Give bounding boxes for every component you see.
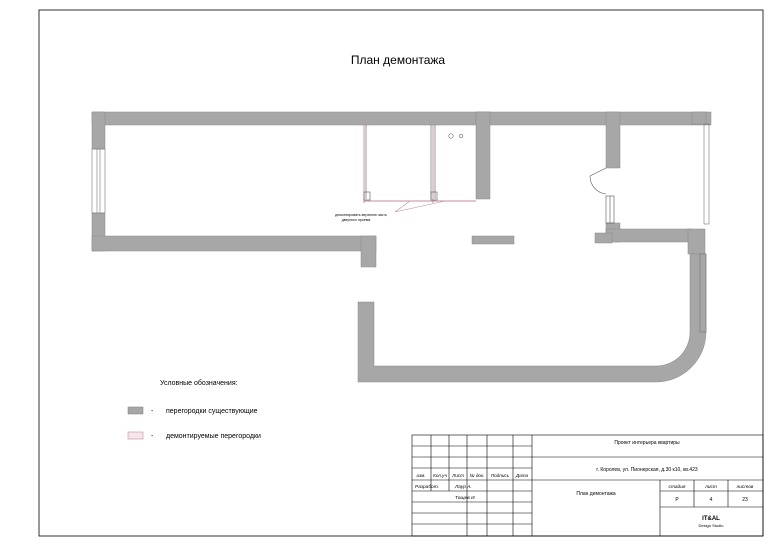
legend-label-demolish: демонтируемые перегородки bbox=[166, 433, 261, 440]
fixture-icon bbox=[449, 134, 463, 138]
stamp-header-koluch: Кол.уч bbox=[433, 473, 447, 478]
wall-entrance-stub bbox=[361, 236, 376, 267]
stamp-header-dok: № док. bbox=[469, 473, 485, 478]
stamp-sheet-number: 4 bbox=[709, 497, 713, 503]
stamp-role-developer: Разработ. bbox=[415, 485, 439, 490]
window-left bbox=[92, 149, 105, 213]
stamp-sheets-total: 23 bbox=[742, 497, 748, 503]
legend-dash-1: - bbox=[151, 408, 154, 415]
wardrobe-door-left bbox=[364, 192, 370, 200]
annotation-line-1: демонтировать верхнюю часть bbox=[335, 213, 387, 217]
existing-partitions bbox=[364, 125, 437, 200]
stamp-header-data: Дата bbox=[515, 473, 529, 478]
wall-right-outer-upper bbox=[692, 112, 706, 124]
stamp-address: г. Королев, ул. Пионерская, д.30 к10, кв.423 bbox=[596, 467, 698, 473]
stamp-name-2: Тащев И. bbox=[455, 496, 476, 501]
wall-top-right bbox=[476, 112, 711, 125]
legend-label-existing: перегородки существующие bbox=[166, 408, 258, 415]
stamp-studio: IT&AL bbox=[702, 516, 720, 522]
wall-bottom-left bbox=[92, 236, 376, 251]
door-swing bbox=[590, 168, 614, 223]
legend-dash-2: - bbox=[151, 433, 154, 440]
legend-heading: Условные обозначения: bbox=[160, 380, 238, 387]
wall-right-room-bottom bbox=[606, 229, 692, 242]
stamp-project: Проект интерьера квартиры bbox=[614, 440, 680, 446]
window-right-upper bbox=[704, 124, 709, 224]
stamp-stage: Р bbox=[675, 497, 679, 503]
stamp-header-list: Лист bbox=[452, 473, 464, 478]
wall-top-left bbox=[92, 112, 490, 125]
drawing-title: План демонтажа bbox=[350, 53, 446, 67]
stamp-studio-sub: Design Studio bbox=[698, 523, 724, 528]
stamp-sheet-label: лист bbox=[705, 485, 717, 490]
wall-central-column bbox=[476, 112, 490, 199]
annotation-leader bbox=[395, 201, 445, 212]
legend-swatch-existing bbox=[128, 407, 143, 414]
wall-right-outer-mid bbox=[688, 229, 705, 254]
wall-small-partition bbox=[472, 236, 514, 244]
wall-right-partition-upper bbox=[606, 112, 620, 168]
wall-left-upper bbox=[92, 112, 105, 149]
legend-swatch-demolish bbox=[128, 432, 143, 439]
wardrobe-door-right bbox=[431, 192, 437, 200]
stamp-sheet-name: План демонтажа bbox=[576, 491, 616, 497]
legend bbox=[128, 379, 261, 440]
stamp-header-podpis: Подпись bbox=[490, 473, 510, 478]
wall-right-room-corner bbox=[595, 233, 612, 243]
stamp-name-1: Лаур А. bbox=[455, 485, 472, 490]
wall-lower-room bbox=[358, 254, 706, 382]
annotation-line-2: дверного проема bbox=[341, 218, 371, 222]
stamp-sheets-label: листов bbox=[736, 485, 754, 490]
stamp-stage-label: стадия bbox=[668, 485, 686, 490]
stamp-header-izm: изм. bbox=[416, 473, 426, 478]
floor-plan bbox=[92, 112, 711, 382]
